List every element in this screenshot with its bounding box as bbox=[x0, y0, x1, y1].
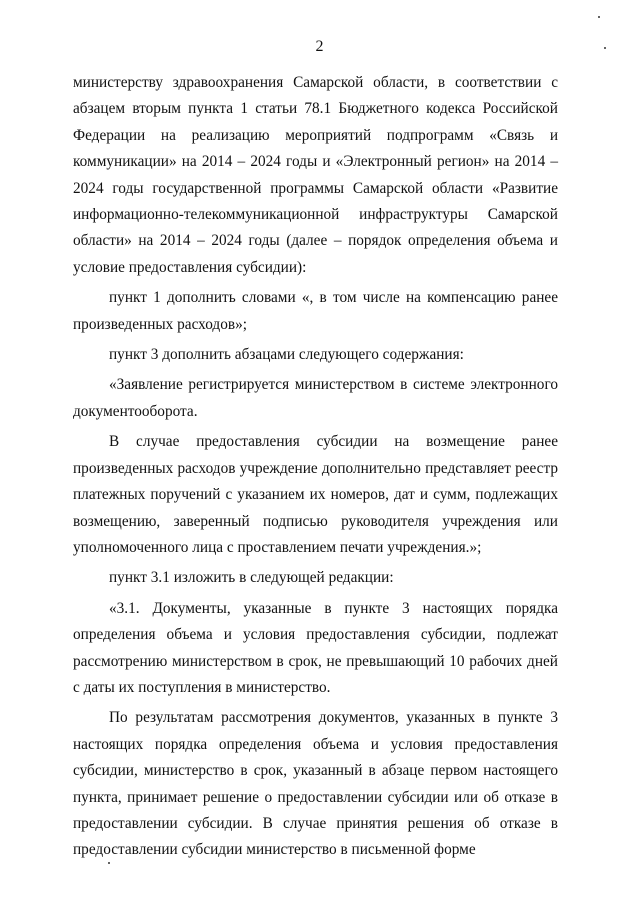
paragraph-7: «3.1. Документы, указанные в пункте 3 настоящих порядка определения объема и условия предоставления субсидии, подлежат рассмотрению министерством в срок, не превышающий 10 рабочих дней с даты их поступления в министерство. bbox=[73, 599, 558, 696]
scan-speck bbox=[598, 16, 600, 18]
scan-speck bbox=[108, 862, 110, 864]
paragraph-3: пункт 3 дополнить абзацами следующего содержания: bbox=[109, 346, 464, 364]
paragraph-2: пункт 1 дополнить словами «, в том числе на компенсацию ранее произведенных расходов»; bbox=[73, 289, 558, 333]
paragraph-1: министерству здравоохранения Самарской области, в соответствии с абзацем вторым пункта 1 статьи 78.1 Бюджетного кодекса Российской Федерации на реализацию мероприятий подпрограмм «Связь и коммуникации» на 2014 – 2024 годы и «Электронный регион» на 2014 – 2024 годы государственной программы Самарской области «Развитие информационно-телекоммуникационной инфраструктуры Самарской области» на 2014 – 2024 годы (далее – порядок определения объема и условие предоставления субсидии): bbox=[73, 74, 558, 276]
page-number: 2 bbox=[315, 38, 324, 55]
paragraph-5: В случае предоставления субсидии на возмещение ранее произведенных расходов учреждение дополнительно представляет реестр платежных поручений с указанием их номеров, дат и сумм, подлежащих возмещению, заверенный подписью руководителя учреждения или уполномоченного лица с проставлением печати учреждения.»; bbox=[73, 433, 558, 556]
scan-speck bbox=[604, 47, 606, 49]
paragraph-4: «Заявление регистрируется министерством в системе электронного документооборота. bbox=[73, 376, 558, 420]
paragraph-8: По результатам рассмотрения документов, указанных в пункте 3 настоящих порядка определения объема и условия предоставления субсидии, министерство в срок, указанный в абзаце первом настоящего пункта, принимает решение о предоставлении субсидии или об отказе в предоставлении субсидии. В случае принятия решения об отказе в предоставлении субсидии министерство в письменной форме bbox=[73, 709, 558, 859]
paragraph-6: пункт 3.1 изложить в следующей редакции: bbox=[109, 569, 394, 587]
document-body bbox=[73, 70, 558, 864]
